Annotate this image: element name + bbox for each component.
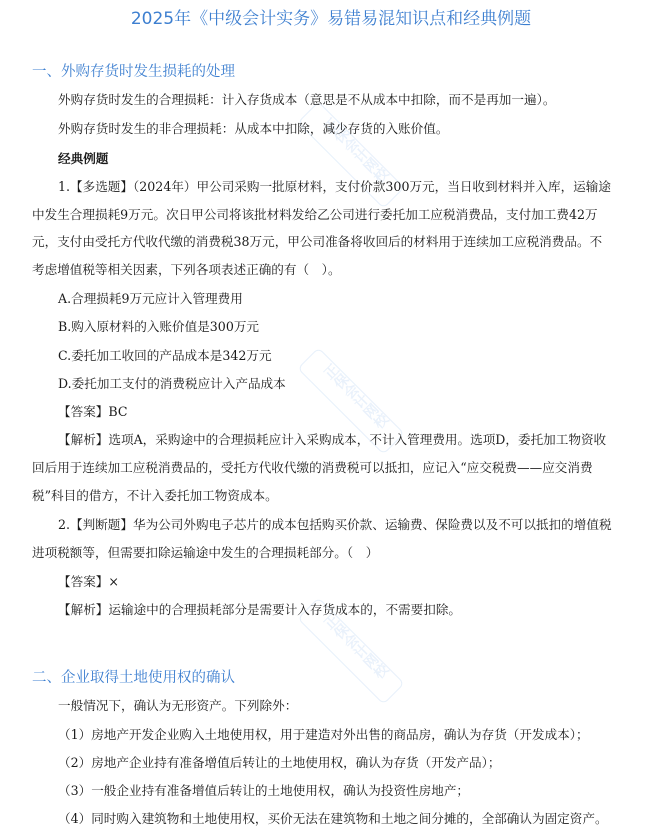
- option-item: A.合理损耗9万元应计入管理费用: [58, 291, 243, 306]
- option-item: B.购入原材料的入账价值是300万元: [58, 319, 260, 334]
- list-item: （3）一般企业持有准备增值后转让的土地使用权，确认为投资性房地产；: [58, 783, 470, 798]
- question-line: 2.【判断题】华为公司外购电子芯片的成本包括购买价款、运输费、保险费以及不可以抵扣的增值税: [58, 517, 612, 532]
- paragraph: 一般情况下，确认为无形资产。下列除外：: [58, 698, 298, 713]
- watermark: 正保会计网校: [297, 597, 404, 704]
- list-item: （2）房地产企业持有准备增值后转让的土地使用权，确认为存货（开发产品）；: [58, 755, 501, 770]
- watermark: 正保会计网校: [297, 347, 404, 454]
- section-heading: 一、外购存货时发生损耗的处理: [32, 64, 235, 80]
- list-item: （4）同时购入建筑物和土地使用权，买价无法在建筑物和土地之间分摊的，全部确认为固定资产。: [58, 811, 608, 826]
- question-line: 中发生合理损耗9万元。次日甲公司将该批材料发给乙公司进行委托加工应税消费品，支付加工费42万: [32, 207, 598, 222]
- question-line: 1.【多选题】（2024年）甲公司采购一批原材料，支付价款300万元，当日收到材料并入库，运输途: [58, 179, 611, 194]
- question-line: 元，支付由受托方代收代缴的消费税38万元，甲公司准备将收回后的材料用于连续加工应税消费品。不: [32, 234, 603, 249]
- question-line: 考虑增值税等相关因素，下列各项表述正确的有（ ）。: [32, 262, 341, 277]
- option-item: D.委托加工支付的消费税应计入产品成本: [58, 376, 286, 391]
- paragraph: 外购存货时发生的合理损耗：计入存货成本（意思是不从成本中扣除，而不是再加一遍）。: [58, 92, 556, 107]
- answer: 【答案】BC: [58, 404, 128, 419]
- section-heading: 二、企业取得土地使用权的确认: [32, 670, 235, 686]
- answer: 【答案】×: [58, 574, 119, 589]
- option-item: C.委托加工收回的产品成本是342万元: [58, 348, 272, 363]
- analysis-line: 回后用于连续加工应税消费品的，受托方代收代缴的消费税可以抵扣，应记入“应交税费——应交消费: [32, 460, 593, 475]
- analysis-line: 【解析】选项A，采购途中的合理损耗应计入采购成本，不计入管理费用。选项D，委托加工物资收: [58, 432, 607, 447]
- watermark: 正保会计网校: [297, 101, 404, 208]
- examples-label: 经典例题: [58, 151, 109, 166]
- analysis-line: 【解析】运输途中的合理损耗部分是需要计入存货成本的，不需要扣除。: [58, 602, 461, 617]
- analysis-line: 税”科目的借方，不计入委托加工物资成本。: [32, 488, 278, 503]
- page-title: 2025年《中级会计实务》易错易混知识点和经典例题: [130, 9, 532, 29]
- question-line: 进项税额等，但需要扣除运输途中发生的合理损耗部分。（ ）: [32, 545, 379, 560]
- list-item: （1）房地产开发企业购入土地使用权，用于建造对外出售的商品房，确认为存货（开发成本）；: [58, 727, 589, 742]
- paragraph: 外购存货时发生的非合理损耗：从成本中扣除，减少存货的入账价值。: [58, 121, 449, 136]
